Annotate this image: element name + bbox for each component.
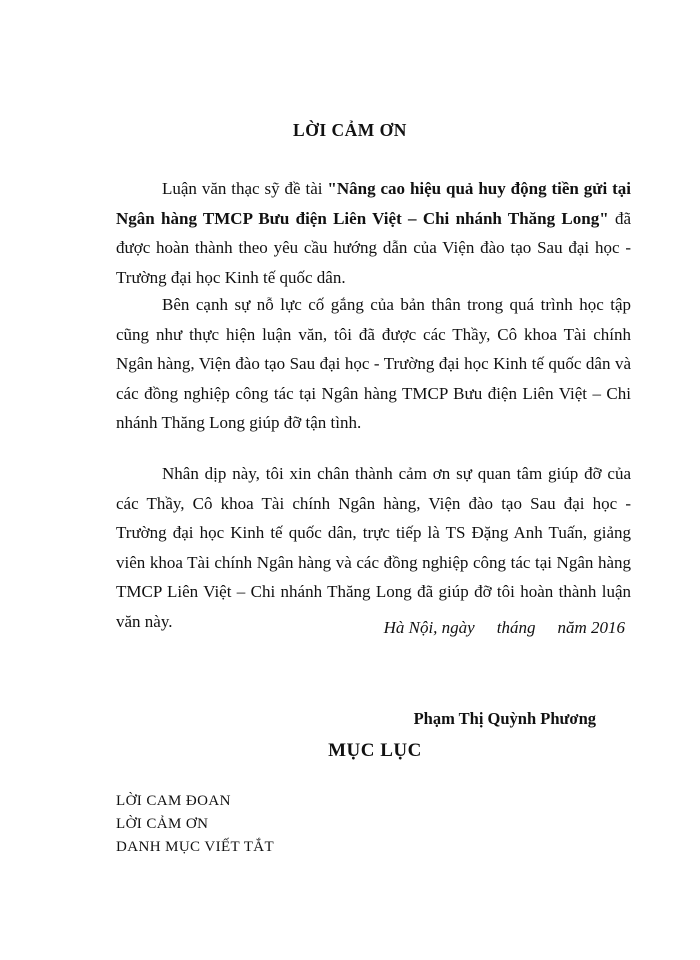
thesis-title: "Nâng cao hiệu quả huy động tiền gửi tại Ngân hàng TMCP Bưu điện Liên Việt – Chi nhánh Thăng Long" bbox=[116, 179, 631, 228]
paragraph-1-lead: Luận văn thạc sỹ đề tài bbox=[162, 179, 328, 198]
toc-list bbox=[116, 790, 274, 859]
place-date-line bbox=[0, 618, 625, 638]
toc-item: LỜI CẢM ƠN bbox=[116, 816, 209, 832]
author-name: Phạm Thị Quỳnh Phương bbox=[413, 709, 596, 728]
paragraph-1-tail: đã được hoàn thành theo yêu cầu hướng dẫn của Viện đào tạo Sau đại học - Trường đại học Kinh tế quốc dân. bbox=[116, 208, 631, 287]
toc-item: DANH MỤC VIẾT TẮT bbox=[116, 839, 275, 855]
month-text: tháng bbox=[496, 618, 536, 637]
toc-item: LỜI CAM ĐOAN bbox=[116, 793, 231, 809]
toc-title: MỤC LỤC bbox=[328, 740, 422, 761]
paragraph-3-text: Nhân dịp này, tôi xin chân thành cảm ơn sự quan tâm giúp đỡ của các Thầy, Cô khoa Tài chính Ngân hàng, Viện đào tạo Sau đại học - Trường đại học Kinh tế quốc dân, trực tiếp là TS Đặng Anh Tuấn, giảng viên khoa Tài chính Ngân hàng và các đồng nghiệp công tác tại Ngân hàng TMCP Liên Việt – Chi nhánh Thăng Long đã giúp đỡ tôi hoàn thành luận văn này. bbox=[116, 464, 631, 631]
acknowledgement-paragraph-2 bbox=[116, 290, 631, 438]
year-text: năm 2016 bbox=[557, 618, 625, 637]
place-date-text: Hà Nội, ngày bbox=[383, 618, 475, 637]
acknowledgement-paragraph-3 bbox=[116, 459, 631, 636]
acknowledgement-title: LỜI CẢM ƠN bbox=[293, 120, 407, 140]
acknowledgement-paragraph-1 bbox=[116, 174, 631, 292]
paragraph-2-text: Bên cạnh sự nỗ lực cố gắng của bản thân trong quá trình học tập cũng như thực hiện luận văn, tôi đã được các Thầy, Cô khoa Tài chính Ngân hàng, Viện đào tạo Sau đại học - Trường đại học Kinh tế quốc dân và các đồng nghiệp công tác tại Ngân hàng TMCP Bưu điện Liên Việt – Chi nhánh Thăng Long giúp đỡ tận tình. bbox=[116, 295, 631, 432]
